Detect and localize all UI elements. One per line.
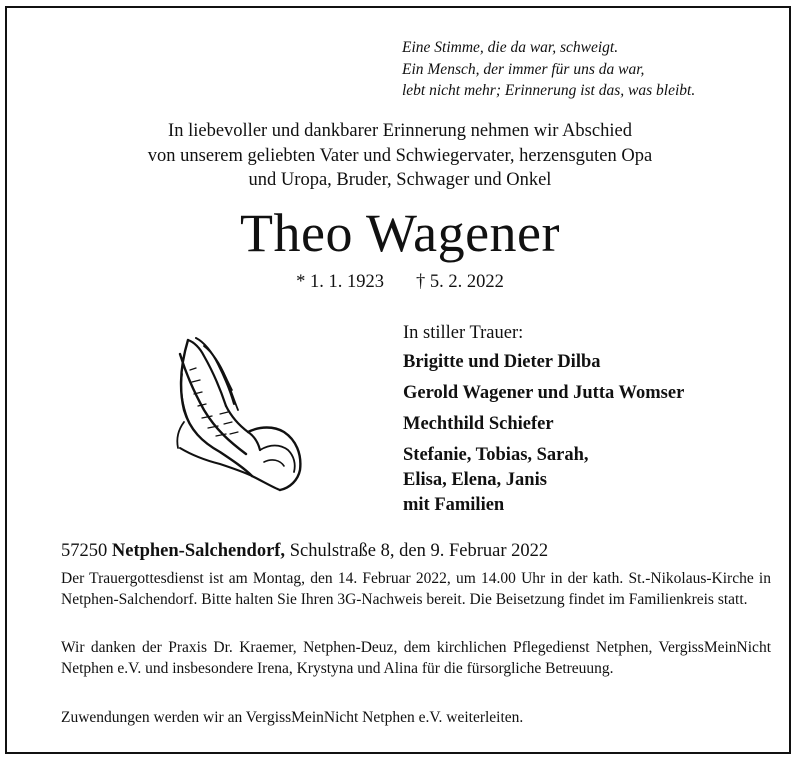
poem bbox=[402, 37, 782, 102]
deceased-name: Theo Wagener bbox=[239, 203, 560, 263]
address-date: Schulstraße 8, den 9. Februar 2022 bbox=[289, 541, 549, 561]
birth-date: * 1. 1. 1923 bbox=[296, 272, 384, 292]
mourners-lead: In stiller Trauer: bbox=[403, 323, 524, 343]
mourner-entry bbox=[403, 443, 763, 518]
service-paragraph: Der Trauergottesdienst ist am Montag, den 14. Februar 2022, um 14.00 Uhr in der kath. St.-Nikolaus-Kirche in Netphen-Salchendorf. Bitte halten Sie Ihren 3G-Nachweis bereit. Die Beisetzung findet im Familienkreis statt. bbox=[61, 570, 771, 608]
intro-text bbox=[60, 119, 740, 193]
thanks-paragraph: Wir danken der Praxis Dr. Kraemer, Netphen-Deuz, dem kirchlichen Pflegedienst Netphen, VergissMeinNicht Netphen e.V. und insbesondere Irena, Krystyna und Alina für die fürsorgliche Betreuung. bbox=[61, 639, 771, 677]
donations-paragraph: Zuwendungen werden wir an VergissMeinNicht Netphen e.V. weiterleiten. bbox=[61, 709, 524, 726]
postal-code: 57250 bbox=[61, 541, 108, 561]
mourner-line: Brigitte und Dieter Dilba bbox=[403, 352, 601, 372]
poem-line: Ein Mensch, der immer für uns da war, bbox=[402, 60, 645, 78]
place-and-date bbox=[61, 539, 761, 563]
intro-line: von unserem geliebten Vater und Schwiegervater, herzensguten Opa bbox=[147, 145, 653, 166]
life-dates bbox=[200, 269, 600, 295]
mourner-entry bbox=[403, 412, 763, 437]
praying-hands-icon bbox=[160, 330, 320, 500]
mourner-entry bbox=[403, 381, 763, 406]
intro-line: In liebevoller und dankbarer Erinnerung nehmen wir Abschied bbox=[168, 121, 632, 141]
mourner-line: Gerold Wagener und Jutta Womser bbox=[403, 383, 685, 403]
mourner-line: mit Familien bbox=[403, 495, 505, 515]
intro-line: und Uropa, Bruder, Schwager und Onkel bbox=[248, 170, 552, 190]
poem-line: Eine Stimme, die da war, schweigt. bbox=[402, 39, 619, 56]
mourners-list bbox=[403, 320, 763, 518]
death-date: † 5. 2. 2022 bbox=[416, 272, 504, 292]
poem-line: lebt nicht mehr; Erinnerung ist das, was bleibt. bbox=[402, 82, 696, 99]
mourner-line: Stefanie, Tobias, Sarah, bbox=[403, 445, 589, 465]
town-name: Netphen-Salchendorf, bbox=[111, 541, 286, 561]
mourner-line: Mechthild Schiefer bbox=[403, 414, 554, 434]
mourner-line: Elisa, Elena, Janis bbox=[403, 470, 547, 490]
mourner-entry bbox=[403, 350, 763, 375]
